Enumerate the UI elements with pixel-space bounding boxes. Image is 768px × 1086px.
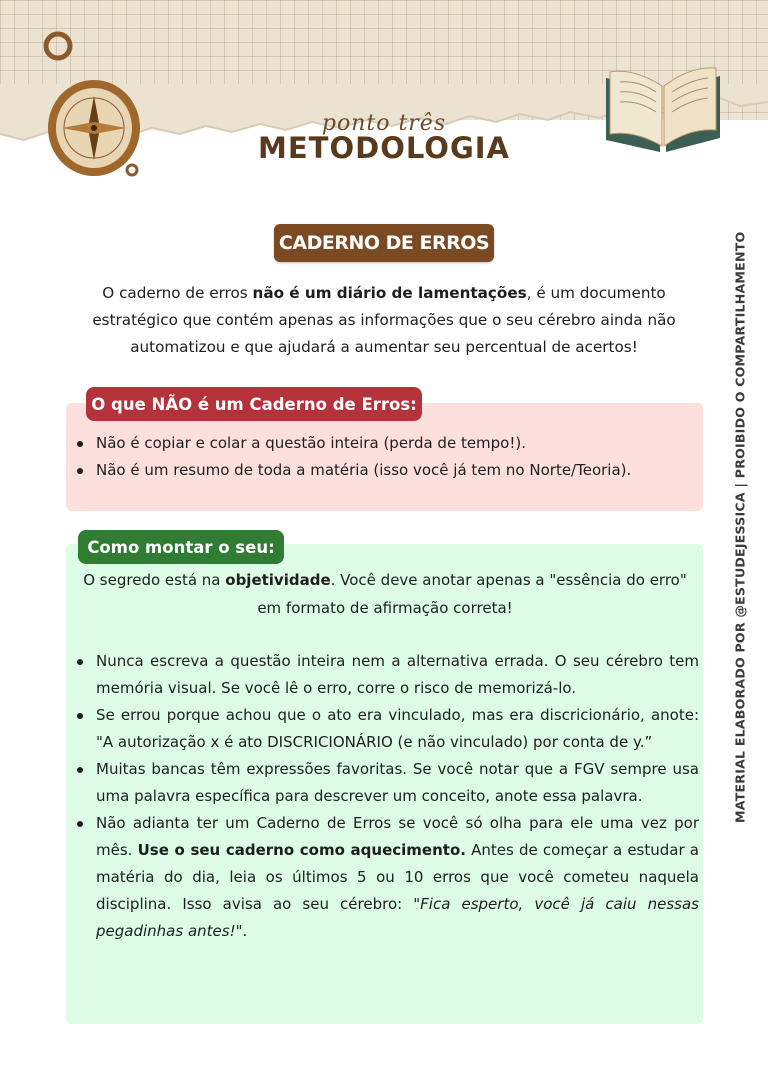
page-subtitle: ponto três xyxy=(321,111,447,136)
intro-paragraph: O caderno de erros não é um diário de lamentações, é um documento estratégico que contém apenas as informações que o seu cérebro ainda não automatizou e que ajudará a aumentar seu percentual de acertos! xyxy=(92,284,676,356)
list-item: Não é um resumo de toda a matéria (isso você já tem no Norte/Teoria). xyxy=(66,457,686,484)
how-section-list xyxy=(66,648,699,945)
section-pill: CADERNO DE ERROS xyxy=(274,224,494,262)
list-item: Nunca escreva a questão inteira nem a alternativa errada. O seu cérebro tem memória visual. Se você lê o erro, corre o risco de memorizá-lo. xyxy=(66,648,699,702)
compass-icon xyxy=(34,30,150,180)
list-item: Se errou porque achou que o ato era vinculado, mas era discricionário, anote: "A autorização x é ato DISCRICIONÁRIO (e não vinculado) por conta de y.” xyxy=(66,702,699,756)
how-section-intro: O segredo está na objetividade. Você deve anotar apenas a "essência do erro" em formato de afirmação correta! xyxy=(83,571,687,617)
side-copyright-note: MATERIAL ELABORADO POR @ESTUDEJESSICA | PROIBIDO O COMPARTILHAMENTO xyxy=(732,231,748,823)
intro-emphasis: não é um diário de lamentações xyxy=(252,284,527,302)
how-section-label: Como montar o seu: xyxy=(78,530,284,564)
list-item: Não adianta ter um Caderno de Erros se você só olha para ele uma vez por mês. Use o seu caderno como aquecimento. Antes de começar a estudar a matéria do dia, leia os últimos 5 ou 10 erros que você cometeu naquela disciplina. Isso avisa ao seu cérebro: "Fica esperto, você já caiu nessas pegadinhas antes!". xyxy=(66,810,699,945)
page-title: METODOLOGIA xyxy=(258,131,510,165)
list-item: Muitas bancas têm expressões favoritas. Se você notar que a FGV sempre usa uma palavra específica para descrever um conceito, anote essa palavra. xyxy=(66,756,699,810)
open-book-icon xyxy=(598,48,728,158)
not-section-list xyxy=(66,430,686,484)
not-section-label: O que NÃO é um Caderno de Erros: xyxy=(86,387,422,421)
list-item: Não é copiar e colar a questão inteira (perda de tempo!). xyxy=(66,430,686,457)
